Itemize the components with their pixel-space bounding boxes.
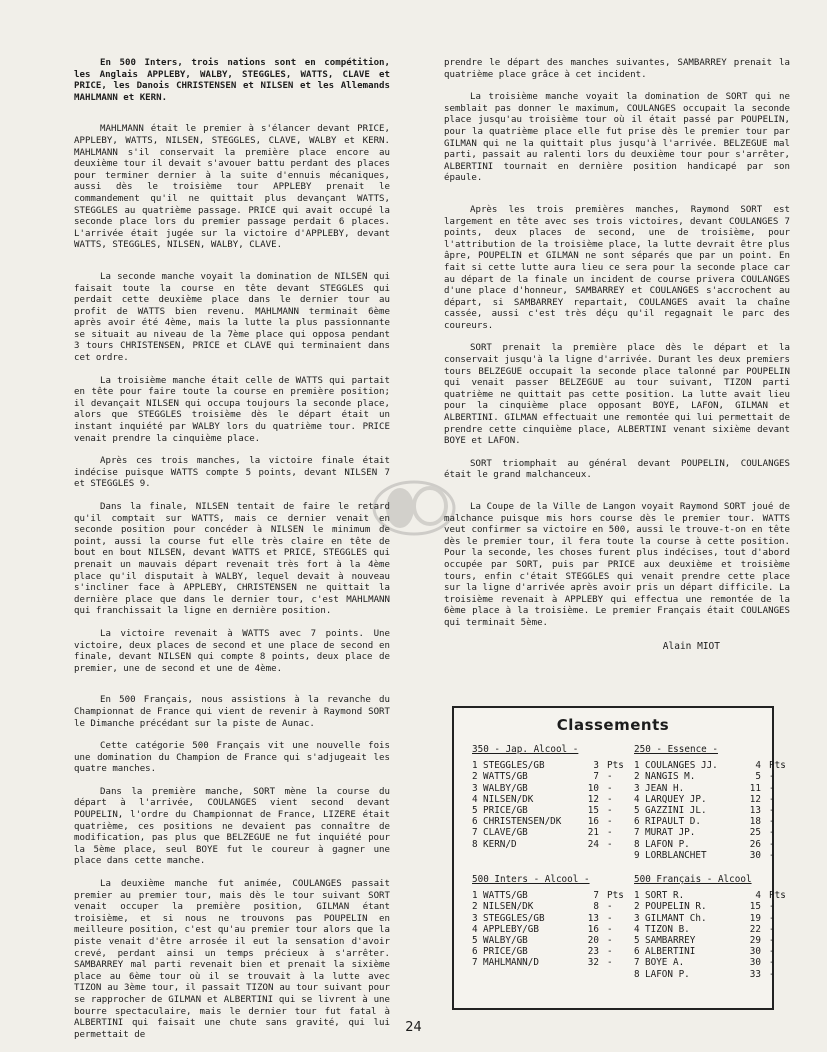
ranking-rank: 2 xyxy=(472,901,478,913)
ranking-unit: - xyxy=(769,923,775,935)
ranking-points: 33 xyxy=(749,968,761,980)
ranking-points: 11 xyxy=(749,782,761,794)
ranking-rank: 1 xyxy=(634,890,640,902)
ranking-row xyxy=(634,827,786,838)
ranking-name: TIZON B. xyxy=(645,923,690,935)
ranking-name: JEAN H. xyxy=(645,782,685,794)
ranking-unit: - xyxy=(769,968,775,980)
group-250-essence xyxy=(634,744,786,861)
ranking-row xyxy=(634,771,786,782)
ranking-points: 30 xyxy=(749,957,761,969)
paragraph: MAHLMANN était le premier à s'élancer devant PRICE, APPLEBY, WATTS, NILSEN, STEGGLES, CLAVE, WALBY et KERN. MAHLMANN s'il conservait la première place encore au deuxième tour il devait s'avouer battu perdant des places pour terminer dernier à la suite d'ennuis mécaniques, aussi dès le troisième tour APPLEBY prenait le commandement qu'il ne quittait plus devançant WATTS, STEGGLES au quatrième passage. PRICE qui avait occupé la seconde place lors du premier passage perdait 6 places. L'arrivée était jugée sur la victoire d'APPLEBY, devant WATTS, STEGGLES, NILSEN, WALBY, CLAVE. xyxy=(74,124,390,251)
ranking-points: 4 xyxy=(755,760,761,772)
ranking-unit: - xyxy=(769,793,775,805)
ranking-unit: - xyxy=(769,935,775,947)
ranking-points: 30 xyxy=(749,849,761,861)
ranking-points: 32 xyxy=(587,957,599,969)
ranking-name: LAFON P. xyxy=(645,968,690,980)
ranking-unit: - xyxy=(769,805,775,817)
ranking-unit: - xyxy=(607,957,613,969)
ranking-name: GILMANT Ch. xyxy=(645,912,707,924)
ranking-points: 24 xyxy=(587,838,599,850)
ranking-points: 20 xyxy=(587,935,599,947)
ranking-rank: 7 xyxy=(472,827,478,839)
ranking-rank: 7 xyxy=(634,957,640,969)
ranking-unit: - xyxy=(769,912,775,924)
ranking-rank: 5 xyxy=(634,805,640,817)
ranking-name: PRICE/GB xyxy=(483,805,528,817)
ranking-name: ALBERTINI xyxy=(645,946,696,958)
page-number: 24 xyxy=(405,1020,422,1035)
ranking-rank: 5 xyxy=(472,805,478,817)
ranking-name: WALBY/GB xyxy=(483,782,528,794)
ranking-unit: - xyxy=(607,782,613,794)
ranking-points: 25 xyxy=(749,827,761,839)
ranking-unit: - xyxy=(769,782,775,794)
ranking-row xyxy=(472,957,624,968)
ranking-points: 26 xyxy=(749,838,761,850)
paragraph: SORT triomphait au général devant POUPELIN, COULANGES était le grand malchanceux. xyxy=(444,458,790,481)
ranking-name: STEGGLES/GB xyxy=(483,760,545,772)
ranking-points: 30 xyxy=(749,946,761,958)
group-title: 500 Inters - Alcool - xyxy=(472,874,590,885)
ranking-name: BOYE A. xyxy=(645,957,685,969)
ranking-rank: 6 xyxy=(472,946,478,958)
ranking-row xyxy=(634,924,786,935)
ranking-name: LORBLANCHET xyxy=(645,849,707,861)
ranking-unit: - xyxy=(607,923,613,935)
ranking-unit: - xyxy=(769,838,775,850)
ranking-name: CHRISTENSEN/DK xyxy=(483,816,562,828)
ranking-points: 12 xyxy=(587,793,599,805)
ranking-points: 13 xyxy=(587,912,599,924)
ranking-row xyxy=(634,957,786,968)
paragraph: La troisième manche était celle de WATTS qui partait en tête pour faire toute la course en première position; il devançait NILSEN qui occupa toujours la seconde place, alors que STEGGLES troisième dès le départ était un instant inquiété par WALBY lors du quatrième tour. PRICE venait prendre la cinquième place. xyxy=(74,375,390,444)
ranking-row xyxy=(634,839,786,850)
ranking-points: 15 xyxy=(749,901,761,913)
ranking-rank: 8 xyxy=(634,838,640,850)
ranking-rank: 7 xyxy=(472,957,478,969)
group-title: 500 Français - Alcool xyxy=(634,874,752,885)
paragraph: La deuxième manche fut animée, COULANGES passait premier au premier tour, mais dès le tour suivant SORT venait occuper la première position, GILMAN étant troisième, et si nous ne trouvons pas POUPELIN en meilleure position, c'est qu'au premier tour alors que la piste venait d'être arrosée il eut la sensation d'avoir crevé, perdant ainsi un temps précieux à s'arrêter. SAMBARREY mal parti revenait bien et prenait la sixième place au 6ème tour où il se trouvait à la lutte avec TIZON au 3ème tour, il passait TIZON au tour suivant pour se rapprocher de GILMAN et ALBERTINI qui se livrent à une bourre spectaculaire, mais le dernier tour fut fatal à ALBERTINI qui faisait une chute sans gravité, qui lui permettait de xyxy=(74,879,390,1040)
ranking-unit: - xyxy=(607,827,613,839)
ranking-name: NILSEN/DK xyxy=(483,901,534,913)
ranking-name: POUPELIN R. xyxy=(645,901,707,913)
paragraph: Cette catégorie 500 Français vit une nouvelle fois une domination du Champion de France qui s'adjugeait les quatre manches. xyxy=(74,741,390,775)
paragraph: prendre le départ des manches suivantes, SAMBARREY prenait la quatrième place grâce à cet incident. xyxy=(444,58,790,80)
classements-box xyxy=(452,706,786,1010)
ranking-unit: - xyxy=(607,816,613,828)
ranking-row xyxy=(634,794,786,805)
ranking-unit: - xyxy=(769,957,775,969)
ranking-points: 12 xyxy=(749,793,761,805)
ranking-row xyxy=(634,935,786,946)
ranking-name: RIPAULT D. xyxy=(645,816,701,828)
ranking-name: NANGIS M. xyxy=(645,771,696,783)
ranking-row xyxy=(634,783,786,794)
ranking-rank: 2 xyxy=(472,771,478,783)
ranking-points: 13 xyxy=(749,805,761,817)
ranking-row xyxy=(472,794,624,805)
paragraph: La victoire revenait à WATTS avec 7 points. Une victoire, deux places de second et une place de second en finale, devant NILSEN qui compte 8 points, deux place de premier, une de second et une de 4ème. xyxy=(74,628,390,674)
ranking-rank: 2 xyxy=(634,901,640,913)
ranking-rank: 4 xyxy=(472,923,478,935)
ranking-points: 18 xyxy=(749,816,761,828)
ranking-row xyxy=(472,839,624,850)
ranking-unit: - xyxy=(769,946,775,958)
ranking-unit: - xyxy=(607,838,613,850)
ranking-rank: 4 xyxy=(634,923,640,935)
ranking-rank: 4 xyxy=(472,793,478,805)
ranking-points: 19 xyxy=(749,912,761,924)
ranking-rank: 7 xyxy=(634,827,640,839)
ranking-rank: 3 xyxy=(472,912,478,924)
ranking-rank: 6 xyxy=(472,816,478,828)
ranking-rank: 9 xyxy=(634,849,640,861)
ranking-name: APPLEBY/GB xyxy=(483,923,539,935)
ranking-points: 23 xyxy=(587,946,599,958)
ranking-name: COULANGES JJ. xyxy=(645,760,718,772)
paragraph: En 500 Inters, trois nations sont en compétition, les Anglais APPLEBY, WALBY, STEGGLES, WATTS, CLAVE et PRICE, les Danois CHRISTENSEN et NILSEN et les Allemands MAHLMANN et KERN. xyxy=(74,58,390,103)
ranking-points: 16 xyxy=(587,923,599,935)
ranking-unit: - xyxy=(769,827,775,839)
ranking-unit: - xyxy=(607,935,613,947)
ranking-rank: 3 xyxy=(634,782,640,794)
ranking-rank: 1 xyxy=(472,760,478,772)
paragraph: La troisième manche voyait la domination de SORT qui ne semblait pas donner le maximum, COULANGES occupait la seconde place jusqu'au troisième tour où il était passé par POUPELIN, pour la quatrième place elle fut prise dès le premier tour par GILMAN qui ne la quittait plus jusqu'à l'arrivée. BELZEGUE mal parti, passait au ralenti lors du deuxième tour pour s'arrêter, ALBERTINI tournait en dernière position handicapé par son épaule. xyxy=(444,92,790,184)
article-right-column xyxy=(444,58,790,652)
ranking-unit: Pts xyxy=(607,760,624,772)
ranking-unit: - xyxy=(607,793,613,805)
ranking-points: 7 xyxy=(593,890,599,902)
ranking-rank: 6 xyxy=(634,946,640,958)
ranking-points: 3 xyxy=(593,760,599,772)
ranking-row xyxy=(634,816,786,827)
ranking-name: LARQUEY JP. xyxy=(645,793,707,805)
author-signature: Alain MIOT xyxy=(662,640,720,652)
ranking-name: NILSEN/DK xyxy=(483,793,534,805)
watermark-logo-icon xyxy=(370,478,458,538)
ranking-row xyxy=(472,924,624,935)
ranking-row xyxy=(472,827,624,838)
ranking-points: 8 xyxy=(593,901,599,913)
ranking-unit: - xyxy=(607,946,613,958)
ranking-unit: - xyxy=(769,901,775,913)
ranking-rank: 5 xyxy=(634,935,640,947)
ranking-unit: - xyxy=(607,805,613,817)
ranking-points: 22 xyxy=(749,923,761,935)
ranking-rank: 3 xyxy=(472,782,478,794)
paragraph: La seconde manche voyait la domination de NILSEN qui faisait toute la course en tête devant STEGGLES qui perdait cette deuxième place dans le dernier tour au profit de WATTS bien revenu. MAHLMANN terminait 6ème après avoir été 4ème, mais la lutte la plus passionnante se situait au niveau de la 7ème place qui opposa pendant 3 tours CHRISTENSEN, PRICE et CLAVE qui terminaient dans cet ordre. xyxy=(74,271,390,364)
ranking-row xyxy=(472,816,624,827)
ranking-name: SAMBARREY xyxy=(645,935,696,947)
article-left-column xyxy=(74,58,390,1052)
paragraph: En 500 Français, nous assistions à la revanche du Championnat de France qui vient de revenir à Raymond SORT le Dimanche précédant sur la piste de Aunac. xyxy=(74,695,390,729)
paragraph: La Coupe de la Ville de Langon voyait Raymond SORT joué de malchance puisque mis hors course dès le premier tour. WATTS veut confirmer sa victoire en 500, aussi le trouve-t-on en tête dès le premier tour, il fera toute la course à cette position. Pour la seconde, les choses furent plus indécises, tout d'abord occupée par SORT, puis par PRICE aux deuxième et troisième tours, enfin c'était STEGGLES qui venait prendre cette place sur la ligne d'arrivée après avoir pris un départ difficile. La troisième revenait à APPLEBY qui effectua une remontée de la 6ème place à la troisième. Le premier Français était COULANGES qui terminait 5ème. xyxy=(444,502,790,628)
group-title: 350 - Jap. Alcool - xyxy=(472,744,579,755)
ranking-name: PRICE/GB xyxy=(483,946,528,958)
paragraph: Dans la finale, NILSEN tentait de faire le retard qu'il comptait sur WATTS, mais ce dernier venait en seconde position pour concéder à NILSEN le minimum de point, aussi la course fut elle très claire en tête de bout en bout NILSEN, devant WATTS et PRICE, STEGGLES qui prenait un mauvais départ revenait très fort à la 4ème place qu'il disputait à WALBY, lequel devait à nouveau s'incliner face à APPLEBY, CHRISTENSEN ne quittait la dernière place que dans le dernier tour, c'est MAHLMANN qui franchissait la ligne en dernière position. xyxy=(74,502,390,617)
ranking-row xyxy=(472,901,624,912)
ranking-unit: - xyxy=(607,912,613,924)
ranking-row xyxy=(472,760,624,771)
ranking-points: 4 xyxy=(755,890,761,902)
ranking-name: WATTS/GB xyxy=(483,890,528,902)
ranking-row xyxy=(472,913,624,924)
ranking-name: CLAVE/GB xyxy=(483,827,528,839)
ranking-points: 29 xyxy=(749,935,761,947)
paragraph: SORT prenait la première place dès le départ et la conservait jusqu'à la ligne d'arrivée. Durant les deux premiers tours BELZEGUE occupait la seconde place talonné par POUPELIN qui venait passer BELZEGUE au tour suivant, TIZON parti quatrième ne quittait pas cette position. La lutte avait lieu pour la cinquième place opposant BOYE, LAFON, GILMAN et ALBERTINI. GILMAN effectuait une remontée qui lui permettait de prendre cette cinquième place, ALBERTINI venant sixième devant BOYE et LAFON. xyxy=(444,343,790,447)
group-500-francais xyxy=(634,874,786,980)
ranking-rank: 1 xyxy=(634,760,640,772)
ranking-points: 7 xyxy=(593,771,599,783)
ranking-name: WATTS/GB xyxy=(483,771,528,783)
ranking-row xyxy=(634,901,786,912)
ranking-row xyxy=(472,946,624,957)
ranking-name: LAFON P. xyxy=(645,838,690,850)
ranking-row xyxy=(634,805,786,816)
ranking-points: 15 xyxy=(587,805,599,817)
ranking-unit: - xyxy=(769,849,775,861)
ranking-name: WALBY/GB xyxy=(483,935,528,947)
ranking-row xyxy=(634,760,786,771)
paragraph: Après les trois premières manches, Raymond SORT est largement en tête avec ses trois victoires, devant COULANGES 7 points, deux places de second, une de troisième, pour l'attribution de la troisième place, la lutte devrait être plus âpre, POUPELIN et GILMAN ne sont séparés que par un point. En fait si cette lutte aura lieu ce sera pour la seconde place car au départ de la finale un incident de course privera COULANGES d'une place d'honneur, SAMBARREY et COULANGES s'accrochent au départ, si SAMBARREY repartait, COULANGES avait la chaîne cassée, aussi c'est très déçu qu'il regagnait le parc des coureurs. xyxy=(444,204,790,331)
ranking-name: GAZZINI JL. xyxy=(645,805,707,817)
ranking-rank: 1 xyxy=(472,890,478,902)
classements-title: Classements xyxy=(556,716,670,734)
ranking-points: 5 xyxy=(755,771,761,783)
ranking-rank: 8 xyxy=(634,968,640,980)
ranking-name: SORT R. xyxy=(645,890,685,902)
ranking-unit: - xyxy=(769,771,775,783)
group-500-inters xyxy=(472,874,624,969)
group-350-jap xyxy=(472,744,624,850)
ranking-name: KERN/D xyxy=(483,838,517,850)
paragraph: Dans la première manche, SORT mène la course du départ à l'arrivée, COULANGES vient second devant POUPELIN, l'ordre du Championnat de France, LIZERE était quatrième, ces positions ne devaient pas connaître de modification, pas plus que BELZEGUE ne fut inquiété pour la 5ème place, seul BOYE fut le coureur à gagner une place dans cette manche. xyxy=(74,786,390,867)
ranking-name: MURAT JP. xyxy=(645,827,696,839)
ranking-points: 10 xyxy=(587,782,599,794)
ranking-row xyxy=(472,935,624,946)
ranking-row xyxy=(472,890,624,901)
ranking-row xyxy=(634,913,786,924)
ranking-row xyxy=(472,783,624,794)
ranking-unit: - xyxy=(607,771,613,783)
ranking-points: 21 xyxy=(587,827,599,839)
ranking-row xyxy=(634,850,786,861)
ranking-row xyxy=(472,771,624,782)
ranking-name: MAHLMANN/D xyxy=(483,957,539,969)
ranking-row xyxy=(634,969,786,980)
ranking-name: STEGGLES/GB xyxy=(483,912,545,924)
ranking-rank: 5 xyxy=(472,935,478,947)
group-title: 250 - Essence - xyxy=(634,744,718,755)
ranking-rank: 2 xyxy=(634,771,640,783)
ranking-row xyxy=(634,890,786,901)
ranking-rank: 6 xyxy=(634,816,640,828)
ranking-unit: - xyxy=(607,901,613,913)
ranking-unit: Pts xyxy=(769,760,786,772)
ranking-points: 16 xyxy=(587,816,599,828)
ranking-unit: Pts xyxy=(769,890,786,902)
ranking-rank: 4 xyxy=(634,793,640,805)
ranking-rank: 3 xyxy=(634,912,640,924)
ranking-unit: - xyxy=(769,816,775,828)
ranking-rank: 8 xyxy=(472,838,478,850)
paragraph: Après ces trois manches, la victoire finale était indécise puisque WATTS compte 5 points, devant NILSEN 7 et STEGGLES 9. xyxy=(74,456,390,490)
ranking-row xyxy=(634,946,786,957)
ranking-row xyxy=(472,805,624,816)
ranking-unit: Pts xyxy=(607,890,624,902)
